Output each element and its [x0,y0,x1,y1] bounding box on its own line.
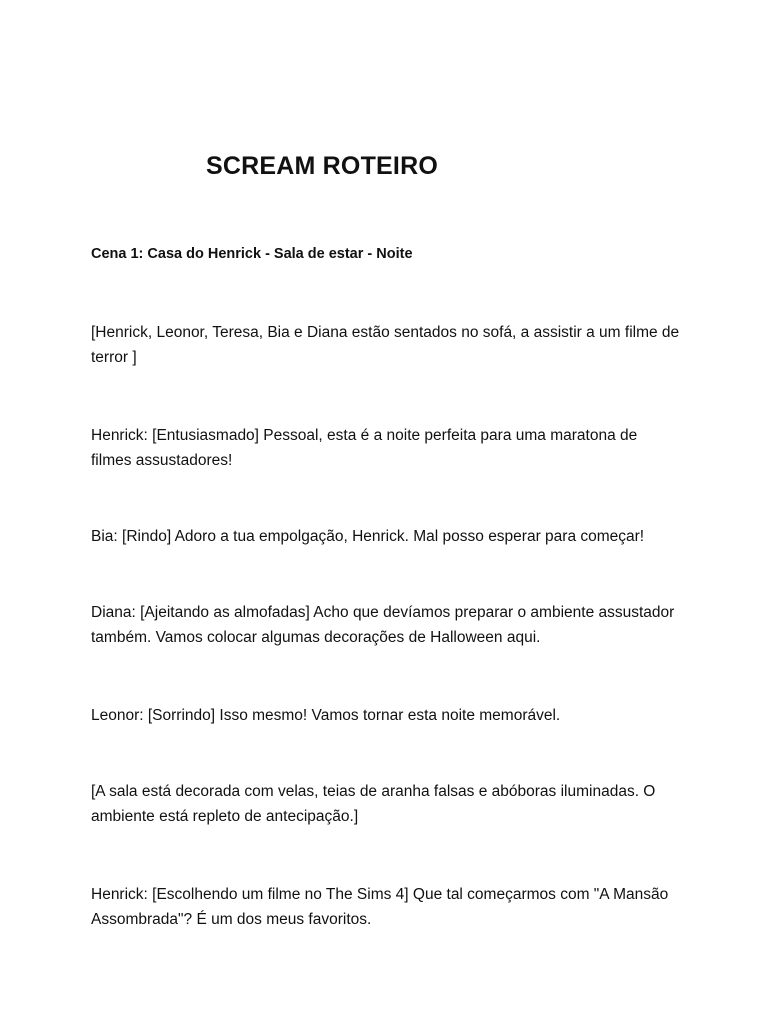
dialogue-paragraph-henrick: Henrick: [Escolhendo um filme no The Sims 4] Que tal começarmos com "A Mansão Assombrada"? É um dos meus favoritos. [91,886,669,928]
document-title: SCREAM ROTEIRO [206,152,438,180]
scene-heading: Cena 1: Casa do Henrick - Sala de estar - Noite [91,246,413,262]
dialogue-paragraph-henrick: Henrick: [Entusiasmado] Pessoal, esta é a noite perfeita para uma maratona de filmes assustadores! [91,427,638,469]
stage-direction-paragraph: [Henrick, Leonor, Teresa, Bia e Diana estão sentados no sofá, a assistir a um filme de terror ] [91,324,680,366]
stage-direction-paragraph: [A sala está decorada com velas, teias de aranha falsas e abóboras iluminadas. O ambiente está repleto de antecipação.] [91,783,656,825]
dialogue-paragraph-leonor: Leonor: [Sorrindo] Isso mesmo! Vamos tornar esta noite memorável. [91,707,561,724]
dialogue-paragraph-diana: Diana: [Ajeitando as almofadas] Acho que devíamos preparar o ambiente assustador também. Vamos colocar algumas decorações de Halloween aqui. [91,604,675,646]
dialogue-paragraph-bia: Bia: [Rindo] Adoro a tua empolgação, Henrick. Mal posso esperar para começar! [91,528,645,545]
